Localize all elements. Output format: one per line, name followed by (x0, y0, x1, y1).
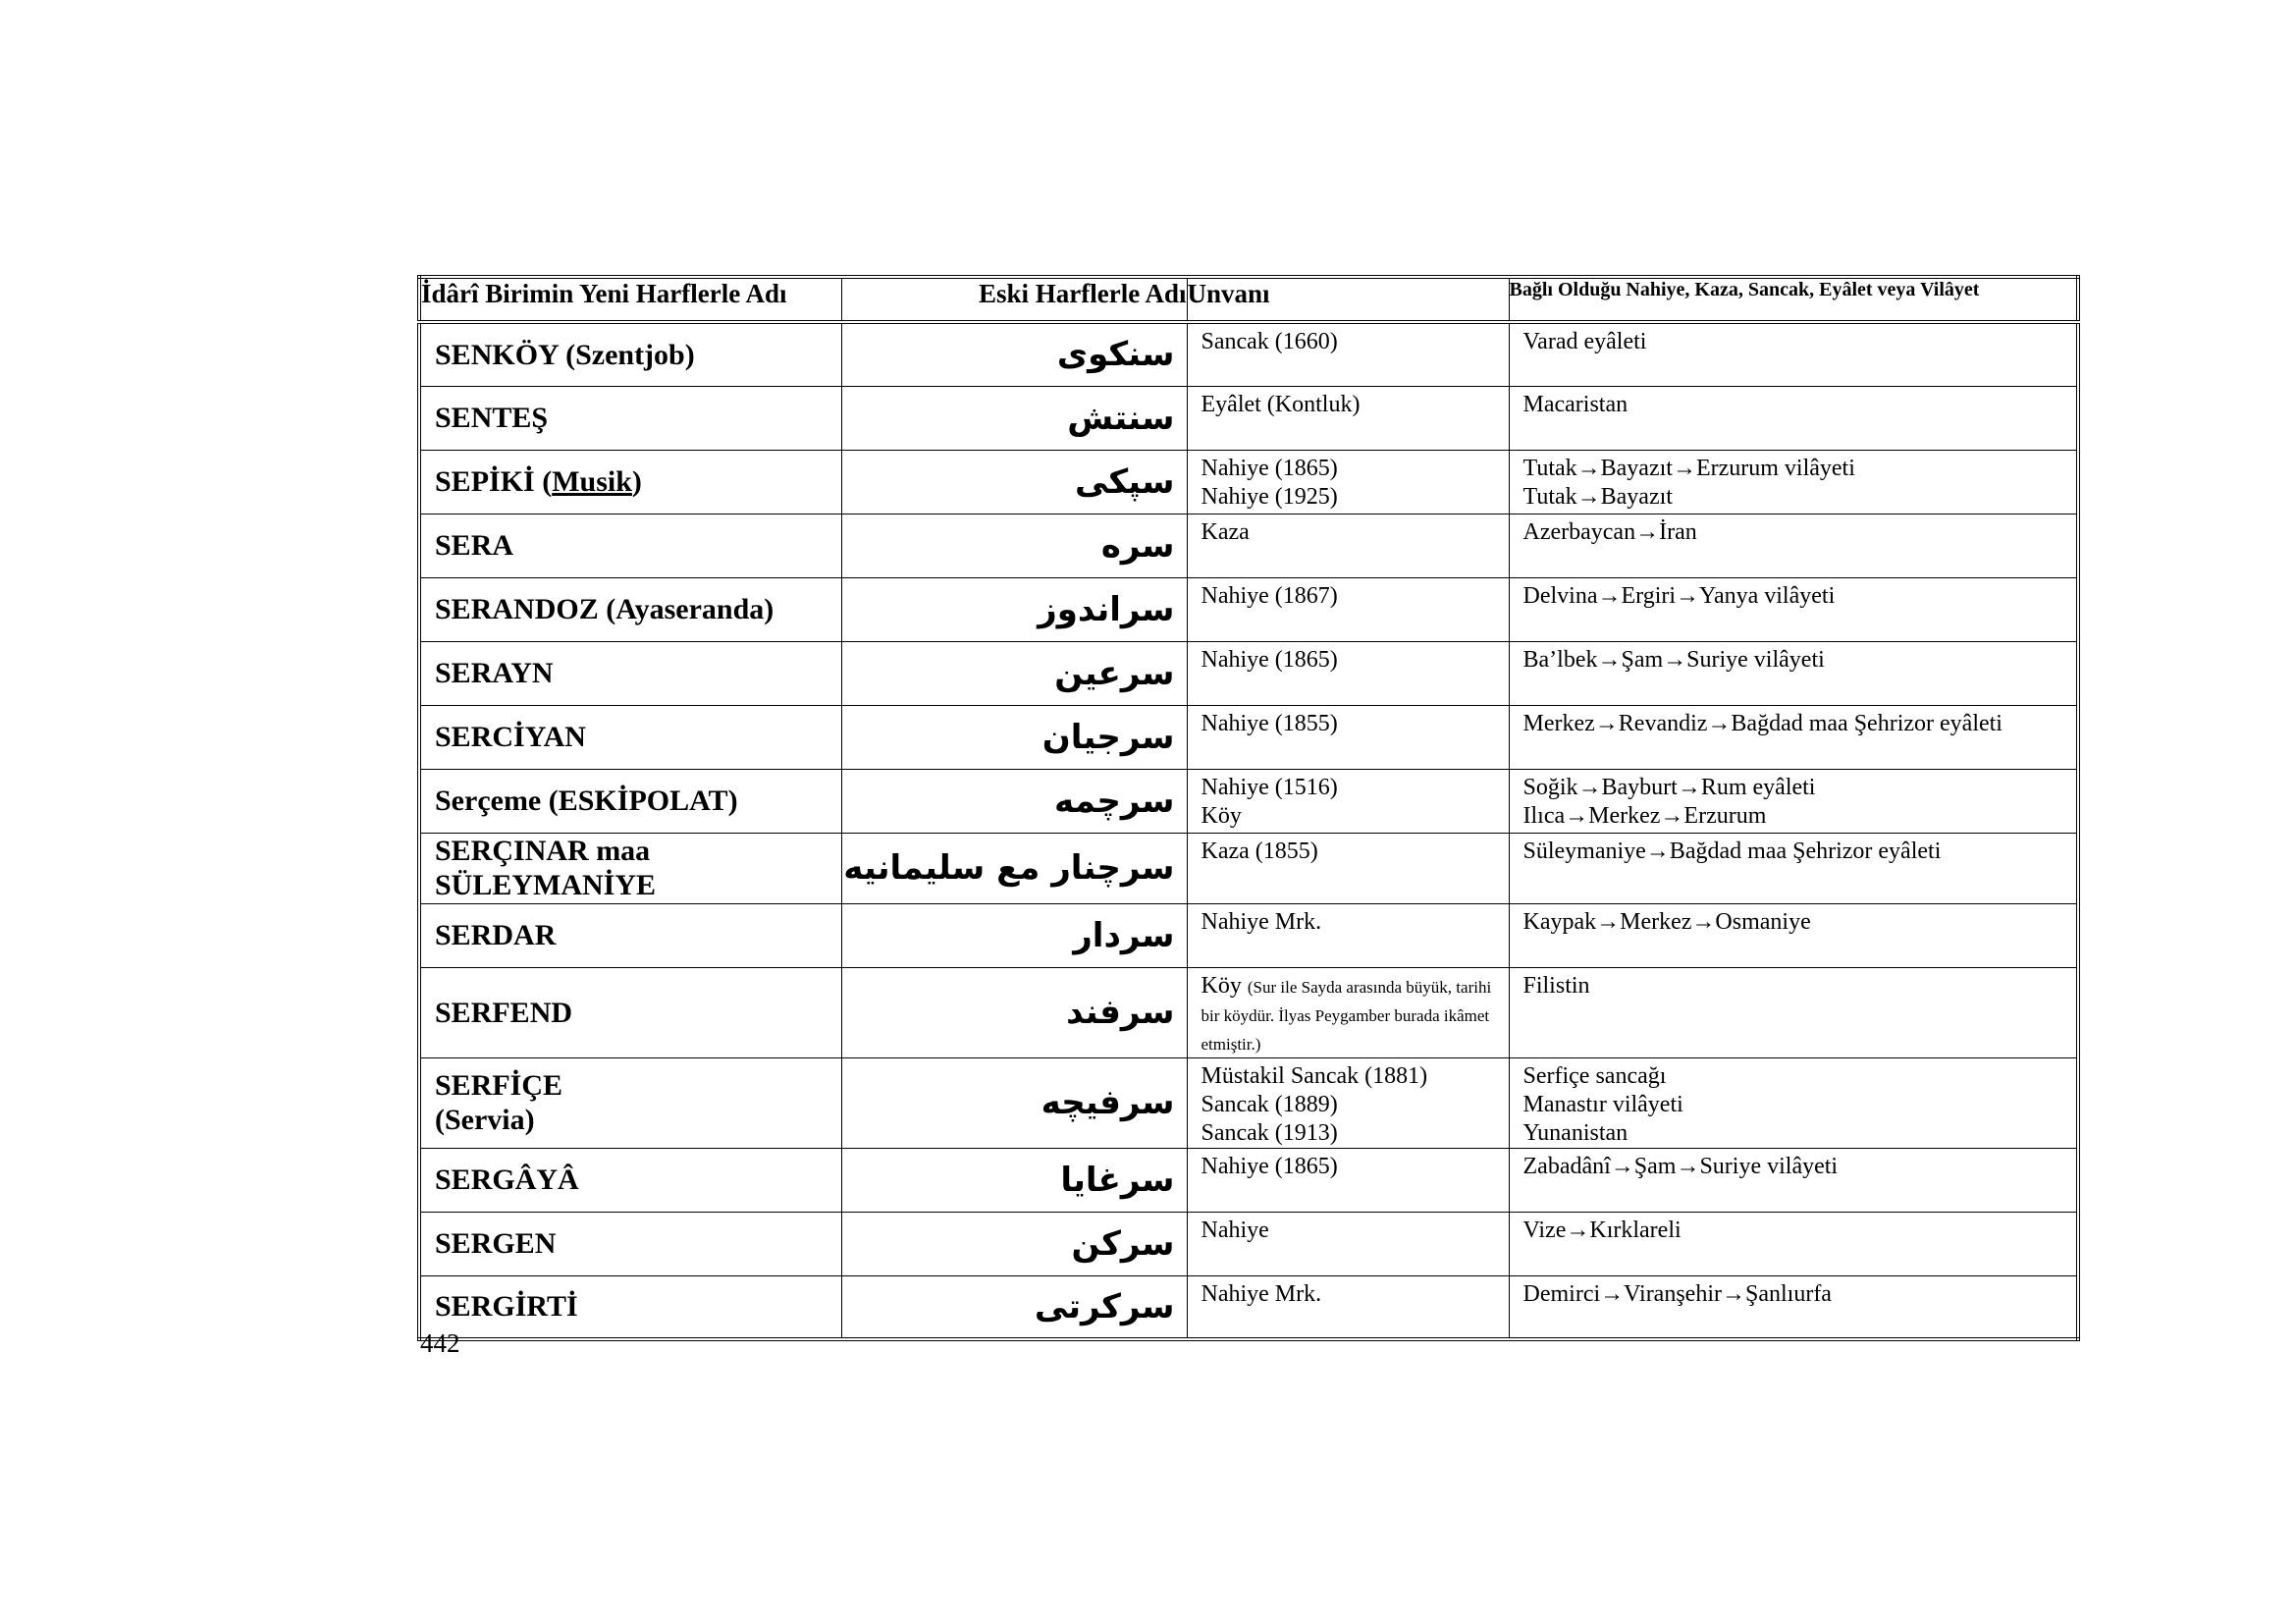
row-ottoman-name: سرچنار مع سليمانيه (841, 833, 1187, 903)
row-title (1187, 514, 1509, 577)
row-name: SERCİYAN (419, 705, 841, 769)
row-name (419, 450, 841, 514)
header-title: Unvanı (1187, 277, 1509, 322)
row-title (1187, 577, 1509, 641)
table-row (419, 769, 2078, 833)
title-line: Nahiye Mrk. (1201, 1280, 1322, 1307)
title-line: Nahiye (1865) (1201, 455, 1338, 481)
header-region: Bağlı Olduğu Nahiye, Kaza, Sancak, Eyâlet veya Vilâyet (1509, 277, 2078, 322)
row-title (1187, 386, 1509, 450)
name-prefix: SEPİKİ ( (435, 465, 553, 498)
region-line: Manastır vilâyeti (1522, 1091, 1683, 1117)
name-suffix: ) (631, 465, 642, 498)
title-line: Sancak (1913) (1201, 1119, 1338, 1146)
row-ottoman-name: سرفند (841, 967, 1187, 1057)
title-line: Nahiye (1516) (1201, 774, 1338, 800)
table-row (419, 833, 2078, 903)
title-note: (Sur ile Sayda arasında büyük, tarihi bir köydür. İlyas Peygamber burada ikâmet etmiştir.) (1201, 977, 1492, 1054)
region-line: Vize→Kırklareli (1522, 1217, 1682, 1243)
row-ottoman-name: سنتش (841, 386, 1187, 450)
title-main: Köy (1201, 972, 1242, 999)
title-line: Nahiye (1201, 1217, 1269, 1243)
name-line: SERFİÇE (435, 1069, 563, 1102)
row-ottoman-name: سنکوی (841, 322, 1187, 386)
row-region (1509, 833, 2078, 903)
region-line: Zabadânî→Şam→Suriye vilâyeti (1522, 1153, 1839, 1179)
title-line: Nahiye Mrk. (1201, 908, 1322, 935)
title-line: Nahiye (1867) (1201, 582, 1338, 609)
row-title (1187, 903, 1509, 967)
row-name: SERANDOZ (Ayaseranda) (419, 577, 841, 641)
title-line: Eyâlet (Kontluk) (1201, 391, 1361, 417)
region-line: Macaristan (1522, 391, 1629, 417)
name-line: SERÇINAR maa (435, 835, 651, 867)
header-new-name: İdârî Birimin Yeni Harflerle Adı (419, 277, 841, 322)
row-name: SERAYN (419, 641, 841, 705)
title-line: Nahiye (1865) (1201, 1153, 1338, 1179)
row-ottoman-name: سراندوز (841, 577, 1187, 641)
region-line: Soğik→Bayburt→Rum eyâleti (1522, 774, 1816, 800)
header-ottoman-name: Eski Harflerle Adı (841, 277, 1187, 322)
table-row (419, 577, 2078, 641)
region-line: Ba’lbek→Şam→Suriye vilâyeti (1522, 646, 1825, 673)
region-line: Yunanistan (1522, 1119, 1629, 1146)
row-region (1509, 903, 2078, 967)
table-row (419, 386, 2078, 450)
row-region (1509, 1275, 2078, 1339)
row-title (1187, 1148, 1509, 1212)
table-row (419, 322, 2078, 386)
name-line: SÜLEYMANİYE (435, 869, 657, 901)
row-name: SENTEŞ (419, 386, 841, 450)
row-region (1509, 1057, 2078, 1148)
row-title (1187, 322, 1509, 386)
row-ottoman-name: سرفيچه (841, 1057, 1187, 1148)
row-ottoman-name: سره (841, 514, 1187, 577)
row-title (1187, 450, 1509, 514)
row-name: Serçeme (ESKİPOLAT) (419, 769, 841, 833)
row-name: SENKÖY (Szentjob) (419, 322, 841, 386)
region-line: Kaypak→Merkez→Osmaniye (1522, 908, 1811, 935)
row-ottoman-name: سپکی (841, 450, 1187, 514)
row-region (1509, 705, 2078, 769)
table-row (419, 641, 2078, 705)
name-underlined: Musik (552, 465, 632, 498)
row-name (419, 1057, 841, 1148)
gazetteer-table (417, 275, 2080, 1341)
row-name: SERGÂYÂ (419, 1148, 841, 1212)
region-line: Tutak→Bayazıt (1522, 483, 1673, 510)
row-name: SERGEN (419, 1212, 841, 1275)
title-line: Müstakil Sancak (1881) (1201, 1062, 1428, 1089)
row-region (1509, 641, 2078, 705)
row-region (1509, 386, 2078, 450)
row-title (1187, 769, 1509, 833)
title-line: Kaza (1855) (1201, 838, 1318, 864)
row-title (1187, 1212, 1509, 1275)
title-line: Kaza (1201, 518, 1250, 545)
row-ottoman-name: سرجيان (841, 705, 1187, 769)
row-name: SERGİRTİ (419, 1275, 841, 1339)
title-line: Nahiye (1855) (1201, 710, 1338, 736)
table-row (419, 705, 2078, 769)
row-region (1509, 514, 2078, 577)
row-name: SERFEND (419, 967, 841, 1057)
region-line: Serfiçe sancağı (1522, 1062, 1667, 1089)
row-region (1509, 577, 2078, 641)
row-ottoman-name: سرکرتی (841, 1275, 1187, 1339)
title-line: Nahiye (1865) (1201, 646, 1338, 673)
region-line: Filistin (1522, 972, 1590, 999)
table-row (419, 1057, 2078, 1148)
row-region (1509, 769, 2078, 833)
title-line: Sancak (1660) (1201, 329, 1338, 354)
row-title (1187, 833, 1509, 903)
region-line: Azerbaycan→İran (1522, 518, 1697, 545)
row-title (1187, 967, 1509, 1057)
region-line: Demirci→Viranşehir→Şanlıurfa (1522, 1280, 1832, 1307)
row-ottoman-name: سردار (841, 903, 1187, 967)
region-line: Delvina→Ergiri→Yanya vilâyeti (1522, 582, 1836, 609)
page-number: 442 (420, 1328, 460, 1358)
region-line: Varad eyâleti (1522, 329, 1647, 354)
row-title (1187, 641, 1509, 705)
row-ottoman-name: سرغايا (841, 1148, 1187, 1212)
row-region (1509, 1212, 2078, 1275)
row-name (419, 833, 841, 903)
row-ottoman-name: سرچمه (841, 769, 1187, 833)
row-ottoman-name: سرکن (841, 1212, 1187, 1275)
row-title (1187, 705, 1509, 769)
title-line: Köy (1201, 802, 1242, 829)
region-line: Merkez→Revandiz→Bağdad maa Şehrizor eyâleti (1522, 710, 2002, 736)
table-row (419, 514, 2078, 577)
row-ottoman-name: سرعين (841, 641, 1187, 705)
row-name: SERA (419, 514, 841, 577)
title-line: Nahiye (1925) (1201, 483, 1338, 510)
table-row (419, 1275, 2078, 1339)
row-region (1509, 1148, 2078, 1212)
region-line: Tutak→Bayazıt→Erzurum vilâyeti (1522, 455, 1855, 481)
row-region (1509, 322, 2078, 386)
row-title (1187, 1057, 1509, 1148)
name-line: (Servia) (435, 1104, 535, 1136)
row-title (1187, 1275, 1509, 1339)
table-row (419, 450, 2078, 514)
table-row (419, 1212, 2078, 1275)
region-line: Ilıca→Merkez→Erzurum (1522, 802, 1767, 829)
region-line: Süleymaniye→Bağdad maa Şehrizor eyâleti (1522, 838, 1942, 864)
table-header-row (419, 277, 2078, 322)
table-row (419, 967, 2078, 1057)
table-row (419, 1148, 2078, 1212)
row-region (1509, 450, 2078, 514)
row-name: SERDAR (419, 903, 841, 967)
title-line: Sancak (1889) (1201, 1091, 1338, 1117)
table-row (419, 903, 2078, 967)
row-region (1509, 967, 2078, 1057)
